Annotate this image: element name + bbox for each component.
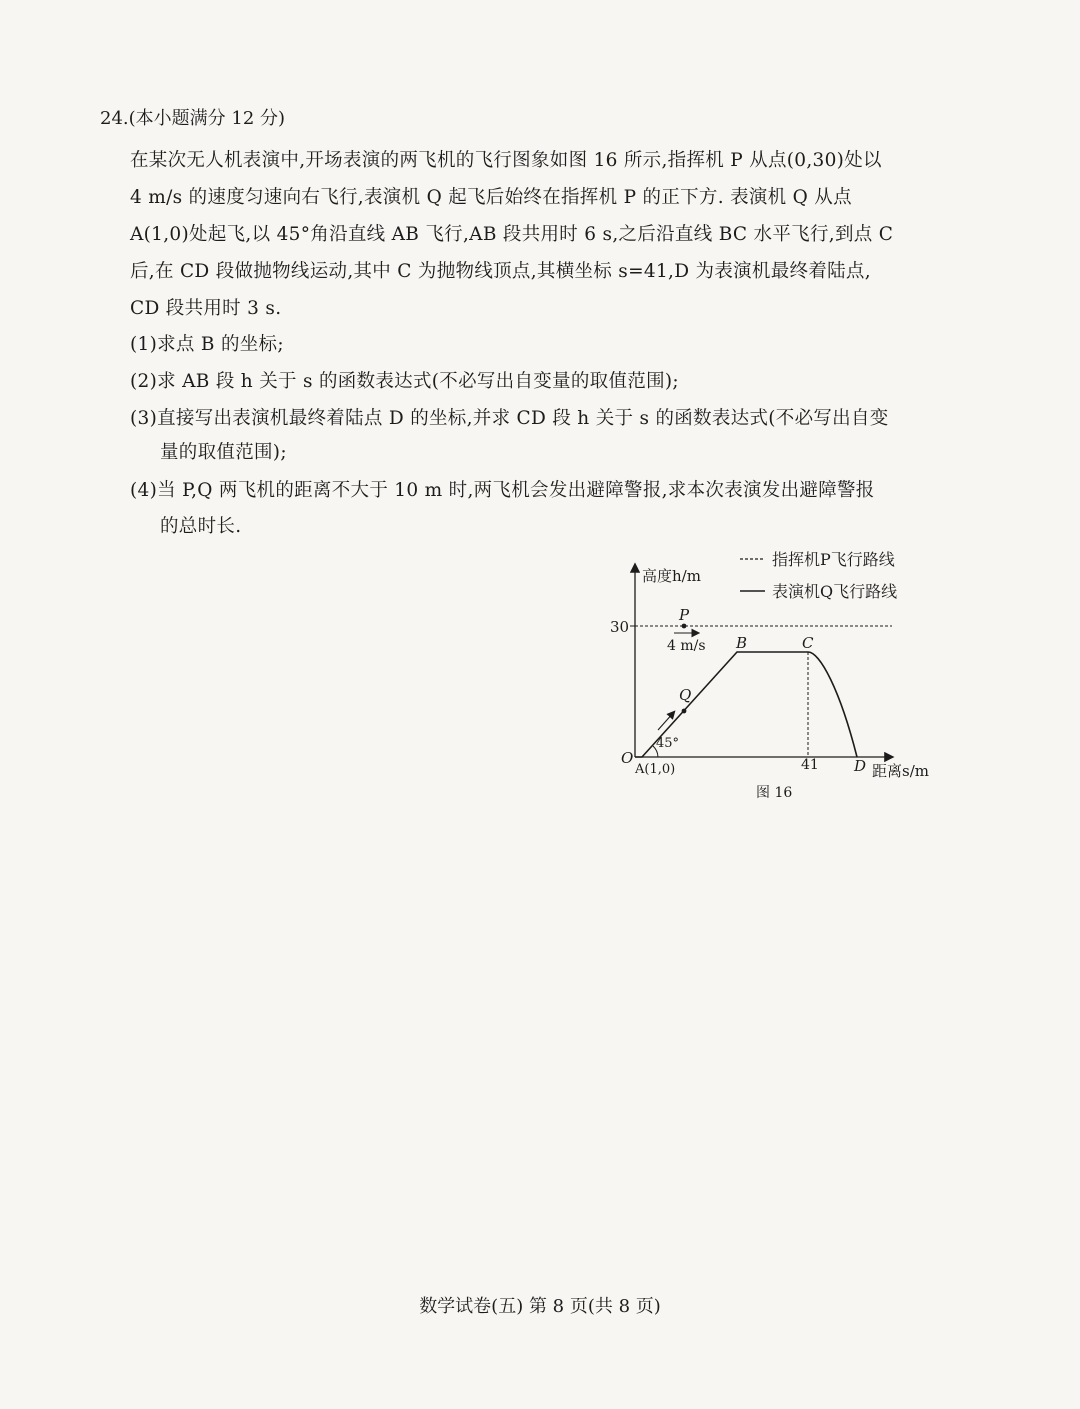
part-2: (2)求 AB 段 h 关于 s 的函数表达式(不必写出自变量的取值范围);	[130, 371, 679, 392]
angle-label: 45°	[656, 736, 680, 751]
legend-q-label: 表演机Q飞行路线	[772, 582, 898, 601]
label-d: D	[854, 757, 867, 775]
point-p	[682, 624, 687, 629]
q-direction-arrow	[658, 712, 674, 730]
page-footer: 数学试卷(五) 第 8 页(共 8 页)	[419, 1296, 661, 1317]
speed-label: 4 m/s	[667, 638, 706, 654]
problem-line-3: A(1,0)处起飞,以 45°角沿直线 AB 飞行,AB 段共用时 6 s,之后沿直线 BC 水平飞行,到点 C	[130, 224, 894, 245]
label-origin: O	[621, 749, 634, 767]
tick-41-label: 41	[801, 757, 819, 773]
problem-line-5: CD 段共用时 3 s.	[130, 298, 282, 319]
flight-diagram	[600, 540, 960, 820]
tick-30-label: 30	[610, 618, 630, 636]
x-axis-label: 距离s/m	[872, 762, 929, 780]
part-4-continued: 的总时长.	[160, 516, 242, 537]
label-q: Q	[679, 686, 692, 704]
part-3: (3)直接写出表演机最终着陆点 D 的坐标,并求 CD 段 h 关于 s 的函数表达式(不必写出自变	[130, 408, 889, 429]
figure-caption: 图 16	[756, 785, 793, 801]
part-4: (4)当 P,Q 两飞机的距离不大于 10 m 时,两飞机会发出避障警报,求本次表演发出避障警报	[130, 480, 875, 501]
y-axis-label: 高度h/m	[642, 567, 701, 585]
label-b: B	[736, 634, 748, 652]
point-q	[682, 709, 687, 714]
label-c: C	[802, 634, 814, 652]
legend-p-label: 指挥机P飞行路线	[772, 550, 895, 569]
label-a: A(1,0)	[635, 762, 676, 777]
part-1: (1)求点 B 的坐标;	[130, 334, 284, 355]
problem-line-2: 4 m/s 的速度匀速向右飞行,表演机 Q 起飞后始终在指挥机 P 的正下方. 表演机 Q 从点	[130, 187, 852, 208]
part-3-continued: 量的取值范围);	[160, 442, 287, 463]
question-header: 24.(本小题满分 12 分)	[100, 108, 286, 129]
problem-line-4: 后,在 CD 段做抛物线运动,其中 C 为抛物线顶点,其横坐标 s=41,D 为表演机最终着陆点,	[130, 261, 871, 282]
problem-line-1: 在某次无人机表演中,开场表演的两飞机的飞行图象如图 16 所示,指挥机 P 从点(0,30)处以	[130, 150, 882, 171]
label-p: P	[679, 606, 690, 624]
figure-16	[600, 540, 960, 820]
